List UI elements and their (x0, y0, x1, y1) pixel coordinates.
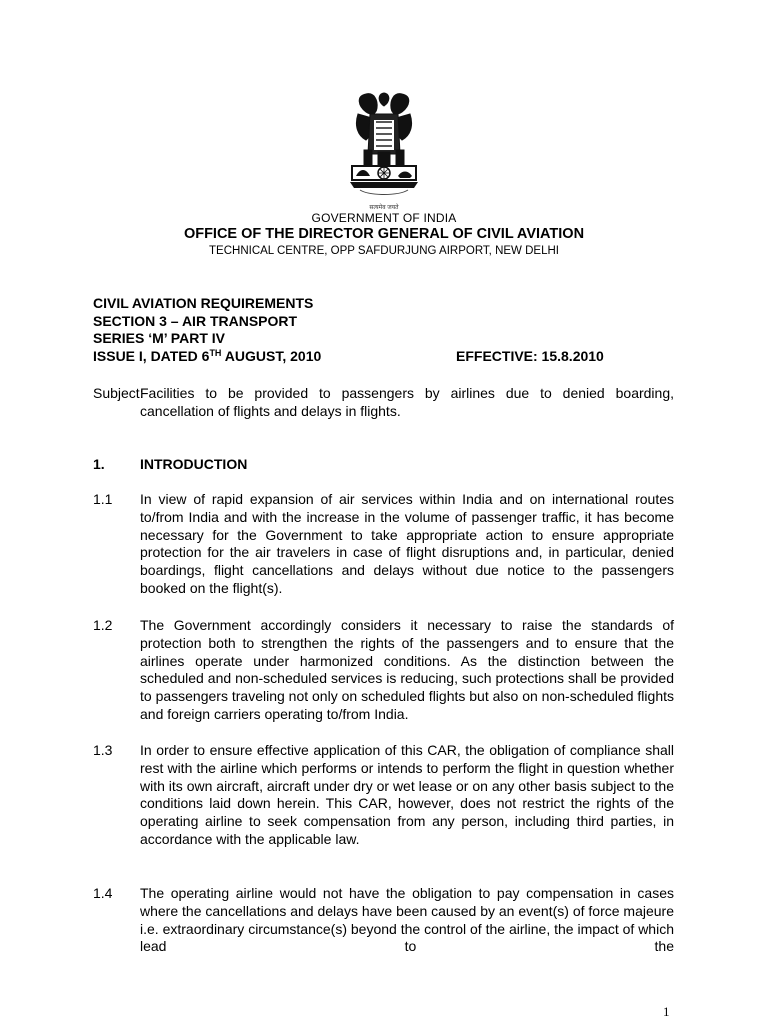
subject-label: Subject: (93, 385, 144, 401)
page-number: 1 (663, 1004, 670, 1019)
paragraph-text: The Government accordingly considers it necessary to raise the standards of protection both to strengthen the rights of the passengers and to ensure that the airlines operate under harmonized conditions. As the distinction between the scheduled and non-scheduled services is reducing, such protections shall be provided to passengers traveling not only on scheduled flights but also on non-scheduled flights and foreign carriers operating to/from India. (140, 617, 674, 722)
paragraph-text: In order to ensure effective application of this CAR, the obligation of compliance shall rest with the airline which performs or intends to perform the flight in question whether with its own aircraft, aircraft under dry or wet lease or on any other basis subject to the conditions laid down herein. This CAR, however, does not restrict the rights of the operating airline to seek compensation from any person, including third parties, in accordance with the applicable law. (140, 742, 674, 847)
government-heading: GOVERNMENT OF INDIA (311, 211, 457, 225)
paragraph-number: 1.1 (93, 491, 113, 507)
issue-date: ISSUE I, DATED 6TH AUGUST, 2010 (93, 347, 322, 364)
car-title: CIVIL AVIATION REQUIREMENTS (93, 295, 314, 311)
car-issue-row (93, 348, 683, 366)
section-title: INTRODUCTION (140, 456, 248, 472)
paragraph-number: 1.4 (93, 885, 113, 901)
paragraph-text: The operating airline would not have the obligation to pay compensation in cases where the cancellations and delays have been caused by an event(s) of force majeure i.e. extraordinary circumstance(s) beyond the control of the airline, the impact of which lead to the (140, 885, 674, 955)
effective-date: EFFECTIVE: 15.8.2010 (456, 347, 604, 364)
paragraph-number: 1.2 (93, 617, 113, 633)
section-number: 1. (93, 456, 105, 472)
paragraph-number: 1.3 (93, 742, 113, 758)
office-address: TECHNICAL CENTRE, OPP SAFDURJUNG AIRPORT, NEW DELHI (209, 245, 559, 257)
national-emblem-icon (344, 92, 424, 206)
emblem-motto: सत्यमेव जयते (369, 205, 399, 211)
car-section: SECTION 3 – AIR TRANSPORT (93, 312, 298, 329)
car-title-block (93, 295, 683, 365)
paragraph-text: In view of rapid expansion of air services within India and on international routes to/from India and with the increase in the volume of passenger traffic, it has become necessary for the Government to take appropriate action to ensure appropriate protection for the air travelers in case of flight disruptions and, in particular, denied boardings, flight cancellations and delays without due notice to the passengers booked on the flight(s). (140, 491, 674, 596)
office-heading: OFFICE OF THE DIRECTOR GENERAL OF CIVIL AVIATION (183, 226, 585, 242)
car-series: SERIES ‘M’ PART IV (93, 330, 225, 346)
subject-text: Facilities to be provided to passengers by airlines due to denied boarding, cancellation of flights and delays in flights. (140, 385, 674, 419)
